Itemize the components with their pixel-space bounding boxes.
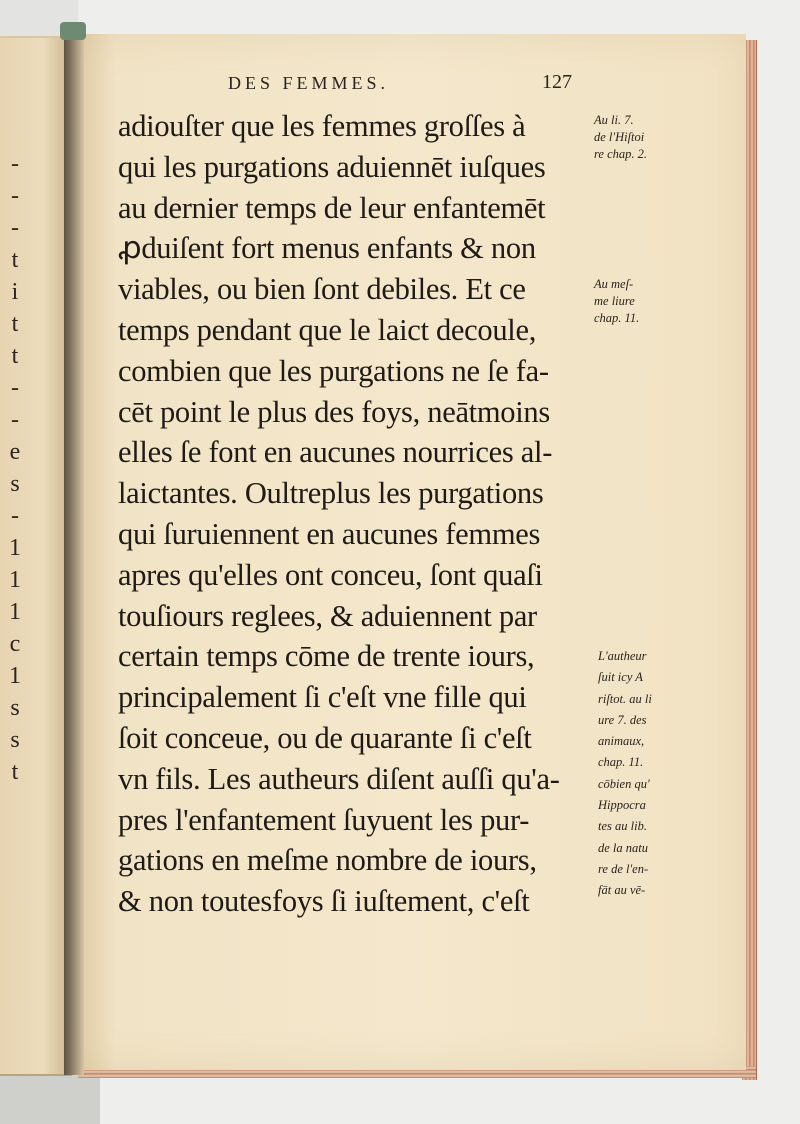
margin-note-3 bbox=[598, 646, 652, 902]
facing-letter: t bbox=[11, 311, 19, 337]
margin-note-line: Au meſ- bbox=[594, 277, 634, 291]
margin-note-line: Hippocra bbox=[598, 798, 646, 813]
facing-letter: t bbox=[11, 759, 19, 785]
facing-letter: e bbox=[9, 439, 21, 465]
facing-letter: i bbox=[11, 279, 19, 305]
body-text bbox=[118, 106, 593, 922]
scanner-shadow bbox=[0, 1070, 100, 1124]
margin-note-line: ſuit icy A bbox=[598, 670, 643, 685]
page-number: 127 bbox=[542, 71, 572, 93]
facing-letter: 1 bbox=[9, 567, 21, 593]
facing-letter: - bbox=[11, 151, 19, 177]
margin-note-line: fāt au vē- bbox=[598, 883, 646, 898]
facing-letter: - bbox=[11, 183, 19, 209]
text-line: ſoit conceue, ou de quarante ſi c'eſt bbox=[118, 720, 532, 755]
facing-letter: - bbox=[11, 407, 19, 433]
facing-letter: t bbox=[11, 343, 19, 369]
text-line: viables, ou bien ſont debiles. Et ce bbox=[118, 272, 526, 307]
text-line: touſiours reglees, & aduiennent par bbox=[118, 598, 537, 633]
text-line: au dernier temps de leur enfantemēt bbox=[118, 190, 546, 225]
text-line: & non toutesfoys ſi iuſtement, c'eſt bbox=[118, 884, 530, 919]
margin-note-line: riſtot. au li bbox=[598, 691, 652, 706]
margin-note-line: Au li. 7. bbox=[594, 113, 634, 127]
margin-note-line: cōbien qu' bbox=[598, 776, 650, 791]
margin-note-line: re chap. 2. bbox=[594, 147, 647, 161]
margin-note-line: tes au lib. bbox=[598, 819, 647, 834]
margin-note-2 bbox=[594, 276, 639, 327]
facing-letter: - bbox=[11, 503, 19, 529]
text-line: temps pendant que le laict decoule, bbox=[118, 312, 537, 347]
facing-letter: - bbox=[11, 215, 19, 241]
margin-note-line: chap. 11. bbox=[598, 755, 644, 770]
text-line: pres l'enfantement ſuyuent les pur- bbox=[118, 802, 530, 837]
margin-note-line: ure 7. des bbox=[598, 712, 647, 727]
facing-letter: s bbox=[10, 471, 20, 497]
text-line: elles ſe font en aucunes nourrices al- bbox=[118, 435, 553, 470]
book-gutter bbox=[64, 30, 84, 1075]
text-line: laictantes. Oultreplus les purgations bbox=[118, 476, 544, 511]
text-line: cēt point le plus des foys, neātmoins bbox=[118, 394, 550, 429]
facing-letter: 1 bbox=[9, 535, 21, 561]
margin-note-line: me liure bbox=[594, 294, 635, 308]
text-line: certain temps cōme de trente iours, bbox=[118, 639, 535, 674]
margin-note-line: chap. 11. bbox=[594, 311, 640, 325]
binding-ribbon bbox=[60, 22, 86, 40]
facing-letter: 1 bbox=[9, 599, 21, 625]
facing-letter: 1 bbox=[9, 663, 21, 689]
text-line: adiouſter que les femmes groſſes à bbox=[118, 109, 526, 143]
text-line: combien que les purgations ne ſe fa- bbox=[118, 353, 549, 388]
text-line: apres qu'elles ont conceu, ſont quaſi bbox=[118, 557, 543, 592]
facing-letter: - bbox=[11, 375, 19, 401]
text-line: qui les purgations aduiennēt iuſques bbox=[118, 149, 546, 184]
running-head: DES FEMMES. bbox=[228, 73, 390, 93]
facing-page bbox=[0, 36, 72, 1076]
text-line: ꝓduiſent fort menus enfants & non bbox=[118, 231, 536, 266]
facing-page-text-fragments bbox=[0, 148, 30, 788]
margin-note-line: de l'Hiſtoi bbox=[594, 130, 645, 144]
margin-note-1 bbox=[594, 112, 647, 163]
facing-letter: t bbox=[11, 247, 19, 273]
facing-letter: s bbox=[10, 727, 20, 753]
margin-note-line: L'autheur bbox=[598, 649, 647, 663]
text-line: principalement ſi c'eſt vne fille qui bbox=[118, 680, 527, 715]
margin-note-line: re de l'en- bbox=[598, 861, 649, 876]
text-line: gations en meſme nombre de iours, bbox=[118, 843, 537, 878]
margin-note-line: de la natu bbox=[598, 840, 648, 855]
facing-letter: c bbox=[9, 631, 21, 657]
facing-letter: s bbox=[10, 695, 20, 721]
text-line: vn fils. Les autheurs diſent auſſi qu'a- bbox=[118, 761, 560, 796]
margin-note-line: animaux, bbox=[598, 734, 645, 749]
text-line: qui ſuruiennent en aucunes femmes bbox=[118, 516, 541, 551]
